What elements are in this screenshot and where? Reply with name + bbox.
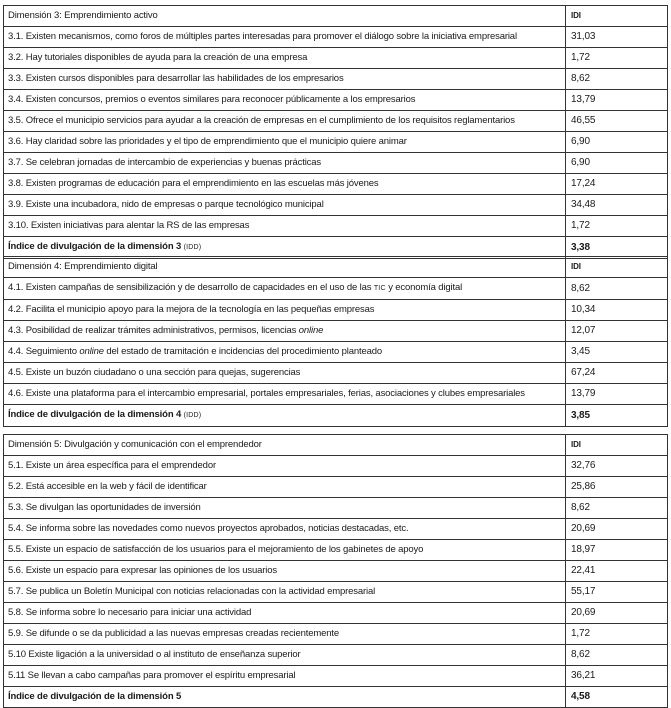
total-label: Índice de divulgación de la dimensión 3 (IDD) (4, 237, 566, 259)
indicator-label: 5.3. Se divulgan las oportunidades de inversión (4, 498, 566, 519)
indicator-label: 5.2. Está accesible en la web y fácil de identificar (4, 477, 566, 498)
table-row (4, 195, 668, 216)
indicator-label: 3.1. Existen mecanismos, como foros de múltiples partes interesadas para promover el diálogo sobre la iniciativa empresarial (4, 27, 566, 48)
idi-value: 6,90 (566, 153, 668, 174)
table-row (4, 666, 668, 687)
dimension-4-table (3, 256, 668, 427)
table-row (4, 153, 668, 174)
table-row (4, 90, 668, 111)
dimension-title: Dimensión 5: Divulgación y comunicación con el emprendedor (4, 435, 566, 456)
table-row (4, 27, 668, 48)
dimension-title: Dimensión 4: Emprendimiento digital (4, 257, 566, 278)
indicator-label: 4.5. Existe un buzón ciudadano o una sección para quejas, sugerencias (4, 363, 566, 384)
idi-column-header: IDI (566, 6, 668, 27)
idi-value: 55,17 (566, 582, 668, 603)
indicator-label: 3.2. Hay tutoriales disponibles de ayuda para la creación de una empresa (4, 48, 566, 69)
idi-value: 1,72 (566, 48, 668, 69)
idi-value: 32,76 (566, 456, 668, 477)
idi-value: 6,90 (566, 132, 668, 153)
indicator-label: 5.7. Se publica un Boletín Municipal con noticias relacionadas con la actividad empresarial (4, 582, 566, 603)
indicator-label: 5.8. Se informa sobre lo necesario para iniciar una actividad (4, 603, 566, 624)
total-value: 4,58 (566, 687, 668, 708)
indicator-label: 5.5. Existe un espacio de satisfacción de los usuarios para el mejoramiento de los gabinetes de apoyo (4, 540, 566, 561)
idi-value: 18,97 (566, 540, 668, 561)
total-row (4, 405, 668, 427)
idi-value: 8,62 (566, 69, 668, 90)
table-header-row (4, 257, 668, 278)
idi-value: 34,48 (566, 195, 668, 216)
table-row (4, 342, 668, 363)
idi-value: 13,79 (566, 90, 668, 111)
idd-abbreviation: (IDD) (183, 244, 202, 251)
total-value: 3,38 (566, 237, 668, 259)
idi-value: 46,55 (566, 111, 668, 132)
idi-value: 8,62 (566, 645, 668, 666)
idi-column-header: IDI (566, 257, 668, 278)
idi-value: 31,03 (566, 27, 668, 48)
indicator-label: 3.6. Hay claridad sobre las prioridades y el tipo de emprendimiento que el municipio quiere animar (4, 132, 566, 153)
idi-value: 25,86 (566, 477, 668, 498)
table-row (4, 321, 668, 342)
table-row (4, 363, 668, 384)
table-row (4, 456, 668, 477)
dimension-3-table (3, 5, 668, 259)
table-row (4, 111, 668, 132)
dimension-5-table (3, 434, 668, 708)
indicator-label: 4.4. Seguimiento online del estado de tramitación e incidencias del procedimiento planteado (4, 342, 566, 363)
total-label: Índice de divulgación de la dimensión 5 (4, 687, 566, 708)
idi-value: 36,21 (566, 666, 668, 687)
indicator-label: 4.3. Posibilidad de realizar trámites administrativos, permisos, licencias online (4, 321, 566, 342)
table-row (4, 174, 668, 195)
indicator-label: 3.9. Existe una incubadora, nido de empresas o parque tecnológico municipal (4, 195, 566, 216)
idi-value: 12,07 (566, 321, 668, 342)
indicator-label: 5.1. Existe un área específica para el emprendedor (4, 456, 566, 477)
idi-value: 3,45 (566, 342, 668, 363)
table-row (4, 603, 668, 624)
table-row (4, 477, 668, 498)
table-row (4, 498, 668, 519)
indicator-label: 5.6. Existe un espacio para expresar las opiniones de los usuarios (4, 561, 566, 582)
indicator-label: 5.4. Se informa sobre las novedades como nuevos proyectos aprobados, noticias destacadas, etc. (4, 519, 566, 540)
indicator-label: 4.6. Existe una plataforma para el intercambio empresarial, portales empresariales, ferias, asociaciones y clubes empresariales (4, 384, 566, 405)
table-row (4, 384, 668, 405)
total-row (4, 687, 668, 708)
total-value: 3,85 (566, 405, 668, 427)
table-row (4, 132, 668, 153)
table-row (4, 216, 668, 237)
indicator-label: 5.11 Se llevan a cabo campañas para promover el espíritu empresarial (4, 666, 566, 687)
indicator-label: 4.2. Facilita el municipio apoyo para la mejora de la tecnología en las pequeñas empresas (4, 300, 566, 321)
indicator-label: 3.4. Existen concursos, premios o eventos similares para reconocer públicamente a los empresarios (4, 90, 566, 111)
idi-value: 1,72 (566, 624, 668, 645)
table-header-row (4, 6, 668, 27)
table-header-row (4, 435, 668, 456)
idi-value: 8,62 (566, 498, 668, 519)
table-row (4, 624, 668, 645)
table-row (4, 561, 668, 582)
idi-value: 20,69 (566, 603, 668, 624)
indicator-label: 3.7. Se celebran jornadas de intercambio de experiencias y buenas prácticas (4, 153, 566, 174)
idd-abbreviation: (IDD) (183, 412, 202, 419)
table-row (4, 48, 668, 69)
table-row (4, 582, 668, 603)
idi-value: 22,41 (566, 561, 668, 582)
indicator-label: 4.1. Existen campañas de sensibilización y de desarrollo de capacidades en el uso de las TIC y economía digital (4, 278, 566, 300)
table-row (4, 278, 668, 300)
indicator-label: 3.8. Existen programas de educación para el emprendimiento en las escuelas más jóvenes (4, 174, 566, 195)
indicator-label: 3.3. Existen cursos disponibles para desarrollar las habilidades de los empresarios (4, 69, 566, 90)
table-row (4, 519, 668, 540)
idi-value: 20,69 (566, 519, 668, 540)
table-row (4, 645, 668, 666)
idi-value: 8,62 (566, 278, 668, 300)
idi-value: 13,79 (566, 384, 668, 405)
indicator-label: 5.10 Existe ligación a la universidad o al instituto de enseñanza superior (4, 645, 566, 666)
indicator-label: 3.5. Ofrece el municipio servicios para ayudar a la creación de empresas en el cumplimiento de los requisitos reglamentarios (4, 111, 566, 132)
idi-value: 67,24 (566, 363, 668, 384)
idi-value: 17,24 (566, 174, 668, 195)
table-row (4, 540, 668, 561)
dimension-title: Dimensión 3: Emprendimiento activo (4, 6, 566, 27)
table-row (4, 300, 668, 321)
idi-value: 10,34 (566, 300, 668, 321)
indicator-label: 5.9. Se difunde o se da publicidad a las nuevas empresas creadas recientemente (4, 624, 566, 645)
indicator-label: 3.10. Existen iniciativas para alentar la RS de las empresas (4, 216, 566, 237)
total-label: Índice de divulgación de la dimensión 4 (IDD) (4, 405, 566, 427)
idi-value: 1,72 (566, 216, 668, 237)
idi-column-header: IDI (566, 435, 668, 456)
table-row (4, 69, 668, 90)
